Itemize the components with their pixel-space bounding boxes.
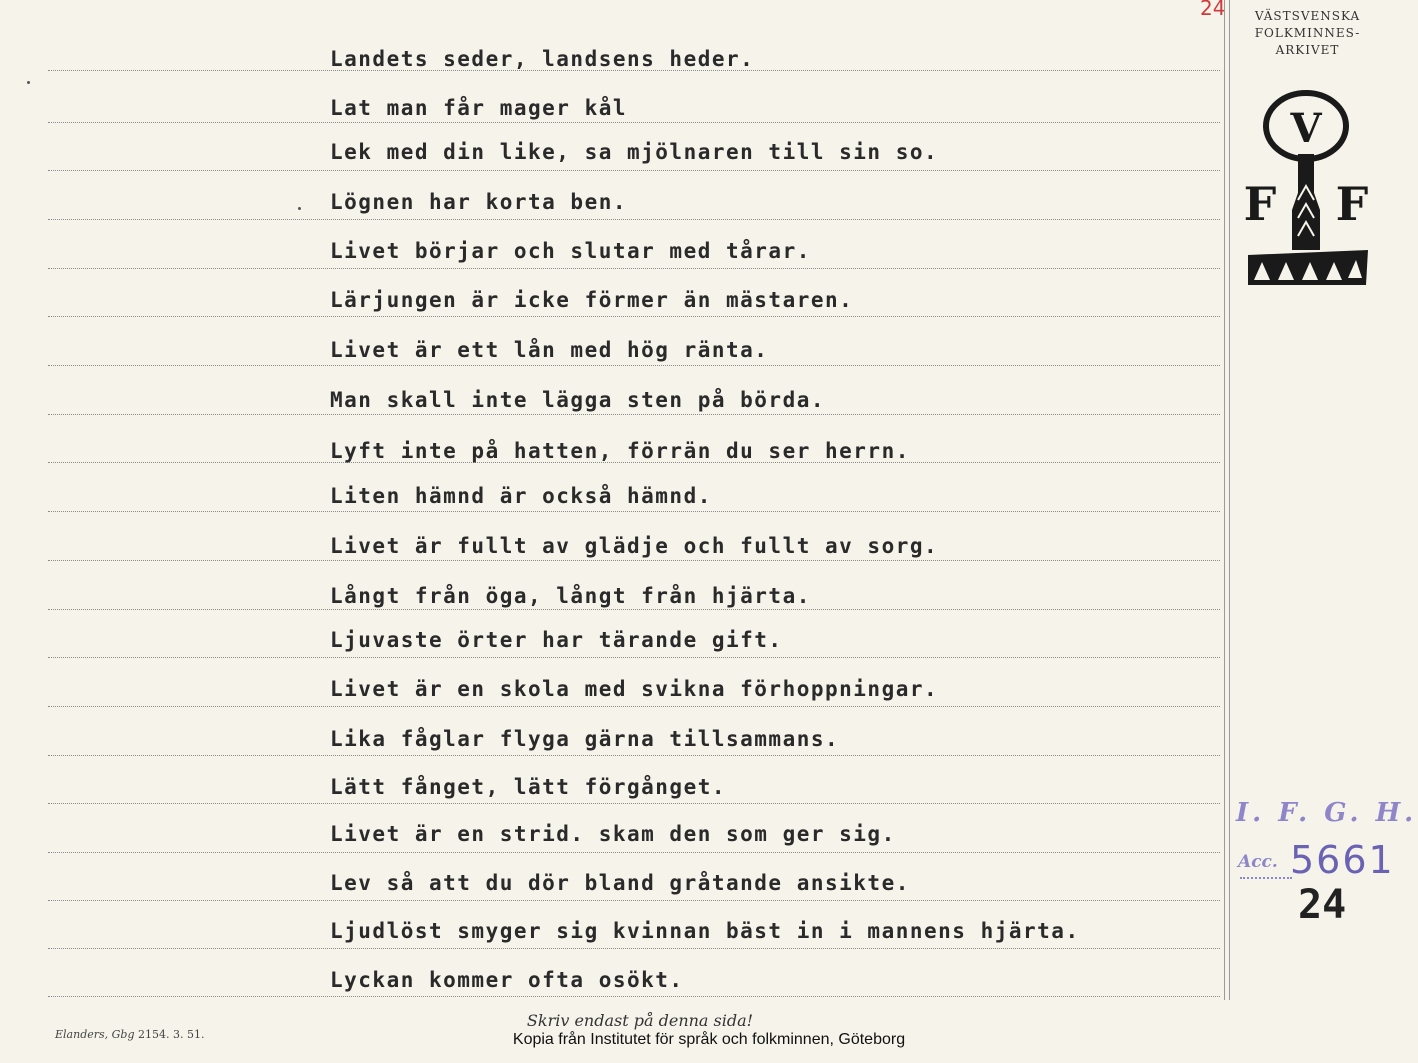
proverb-line: Livet är en skola med svikna förhoppningar. <box>330 677 939 701</box>
ruled-line <box>48 170 1220 171</box>
archive-name <box>1240 8 1375 59</box>
ruled-line <box>48 803 1220 804</box>
ruled-line <box>48 948 1220 949</box>
paper-speck <box>298 207 301 210</box>
proverb-line: Lika fåglar flyga gärna tillsammans. <box>330 727 840 751</box>
margin-rule <box>1229 0 1230 1000</box>
printer-code: 2154. 3. 51. <box>138 1028 205 1041</box>
copy-attribution: Kopia från Institutet för språk och folkminnen, Göteborg <box>512 1031 906 1048</box>
archive-name-line: FOLKMINNES- <box>1254 26 1361 40</box>
ruled-line <box>48 560 1220 561</box>
proverb-line: Ljuvaste örter har tärande gift. <box>330 628 783 652</box>
proverb-line: Lätt fånget, lätt förgånget. <box>330 775 727 799</box>
ruled-line <box>48 996 1220 997</box>
accession-label: Acc. <box>1238 852 1278 872</box>
logo-letter-f-right: F <box>1335 177 1369 231</box>
archive-name-line: ARKIVET <box>1275 43 1340 57</box>
proverb-line: Lat man får mager kål <box>330 96 628 120</box>
proverb-line: Lyckan kommer ofta osökt. <box>330 968 684 992</box>
proverb-line: Man skall inte lägga sten på börda. <box>330 388 826 412</box>
red-page-mark: 24 <box>1200 0 1226 20</box>
accession-underline <box>1240 877 1292 879</box>
write-instruction: Skriv endast på denna sida! <box>526 1011 754 1030</box>
proverb-line: Livet är ett lån med hög ränta. <box>330 338 769 362</box>
archive-name-line: VÄSTSVENSKA <box>1254 9 1361 23</box>
proverb-line: Långt från öga, långt från hjärta. <box>330 584 811 608</box>
proverb-line: Livet är en strid. skam den som ger sig. <box>330 822 896 846</box>
ruled-line <box>48 316 1220 317</box>
proverb-line: Liten hämnd är också hämnd. <box>330 484 712 508</box>
margin-rule <box>1224 0 1225 1000</box>
ruled-line <box>48 900 1220 901</box>
proverb-line: Livet är fullt av glädje och fullt av sorg. <box>330 534 939 558</box>
ruled-line <box>48 511 1220 512</box>
ruled-line <box>48 268 1220 269</box>
proverb-line: Lyft inte på hatten, förrän du ser herrn. <box>330 439 910 463</box>
ruled-line <box>48 414 1220 415</box>
proverb-line: Livet börjar och slutar med tårar. <box>330 239 811 263</box>
printer-name: Elanders, Gbg <box>55 1028 135 1041</box>
ruled-line <box>48 365 1220 366</box>
vff-hammer-logo-icon <box>1240 90 1375 294</box>
ruled-line <box>48 219 1220 220</box>
accession-number: 5661 <box>1290 838 1395 882</box>
proverb-line: Ljudlöst smyger sig kvinnan bäst in i mannens hjärta. <box>330 919 1080 943</box>
ruled-line <box>48 706 1220 707</box>
ruled-line <box>48 657 1220 658</box>
ruled-line <box>48 755 1220 756</box>
ruled-line <box>48 122 1220 123</box>
proverb-line: Lek med din like, sa mjölnaren till sin so. <box>330 140 939 164</box>
ruled-line <box>48 609 1220 610</box>
proverb-line: Lev så att du dör bland gråtande ansikte. <box>330 871 910 895</box>
proverb-line: Landets seder, landsens heder. <box>330 47 755 71</box>
logo-letter-v: V <box>1290 105 1322 152</box>
ruled-line <box>48 852 1220 853</box>
paper-speck <box>27 81 30 84</box>
institute-stamp: I. F. G. H. <box>1236 798 1418 828</box>
page-number: 24 <box>1298 882 1347 928</box>
proverb-line: Lärjungen är icke förmer än mästaren. <box>330 288 854 312</box>
proverb-line: Lögnen har korta ben. <box>330 190 628 214</box>
logo-letter-f-left: F <box>1243 177 1277 231</box>
